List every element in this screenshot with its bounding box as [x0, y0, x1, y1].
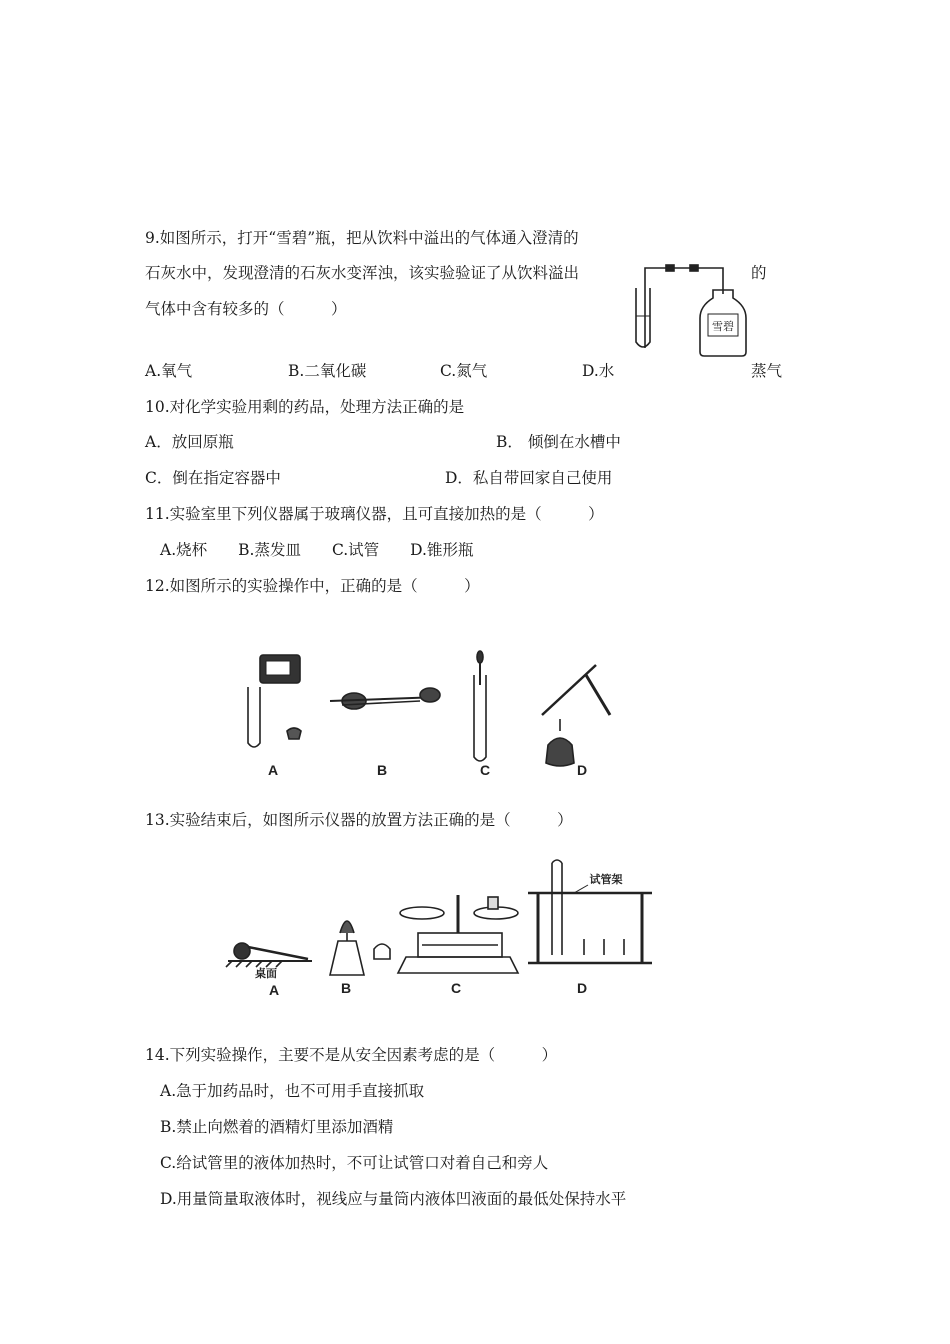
q10-option-a: A．放回原瓶	[145, 433, 234, 451]
q9-stem-line2-tail: 的	[751, 264, 767, 282]
q12-label-b: B	[376, 762, 388, 778]
q10-option-b: B． 倾倒在水槽中	[496, 433, 621, 451]
q14-option-c: C.给试管里的液体加热时，不可让试管口对着自己和旁人	[160, 1154, 549, 1172]
q9-option-d: D.水	[582, 362, 615, 380]
q14-option-d: D.用量筒量取液体时，视线应与量筒内液体凹液面的最低处保持水平	[160, 1190, 627, 1208]
q9-stem-line1: 9.如图所示，打开“雪碧”瓶，把从饮料中溢出的气体通入澄清的	[145, 229, 579, 247]
q12-stem: 12.如图所示的实验操作中，正确的是（ ）	[145, 577, 480, 595]
q14-stem: 14.下列实验操作，主要不是从安全因素考虑的是（ ）	[145, 1046, 558, 1064]
q10-option-c: C．倒在指定容器中	[145, 469, 281, 487]
q9-figure-sprite-bottle-and-test-tube	[628, 258, 753, 358]
q13-label-d: D	[576, 980, 588, 996]
q11-stem: 11.实验室里下列仪器属于玻璃仪器，且可直接加热的是（ ）	[145, 505, 604, 523]
q10-option-d: D．私自带回家自己使用	[445, 469, 613, 487]
q12-label-d: D	[576, 762, 588, 778]
q13-label-c: C	[450, 980, 462, 996]
q9-stem-line2: 石灰水中，发现澄清的石灰水变浑浊，该实验验证了从饮料溢出	[145, 264, 580, 282]
q13-label-b: B	[340, 980, 352, 996]
q9-option-b: B.二氧化碳	[288, 362, 367, 380]
q9-option-c: C.氮气	[440, 362, 488, 380]
desk-label: 桌面	[255, 968, 277, 980]
rack-label: 试管架	[589, 874, 623, 886]
bottle-label: 雪碧	[712, 321, 734, 333]
q13-stem: 13.实验结束后，如图所示仪器的放置方法正确的是（ ）	[145, 811, 573, 829]
q10-stem: 10.对化学实验用剩的药品，处理方法正确的是	[145, 398, 465, 416]
q14-option-a: A.急于加药品时，也不可用手直接抓取	[160, 1082, 425, 1100]
q9-option-a: A.氧气	[145, 362, 193, 380]
q13-figure-apparatus-placement	[222, 855, 662, 1005]
q9-option-d-tail: 蒸气	[751, 362, 783, 380]
q9-stem-line3: 气体中含有较多的（ ）	[145, 300, 347, 318]
q12-label-a: A	[267, 762, 279, 778]
q12-figure-lab-operations	[230, 645, 630, 785]
q12-label-c: C	[479, 762, 491, 778]
q14-option-b: B.禁止向燃着的酒精灯里添加酒精	[160, 1118, 394, 1136]
q11-options: A.烧杯 B.蒸发皿 C.试管 D.锥形瓶	[160, 541, 474, 559]
q13-label-a: A	[268, 982, 280, 998]
